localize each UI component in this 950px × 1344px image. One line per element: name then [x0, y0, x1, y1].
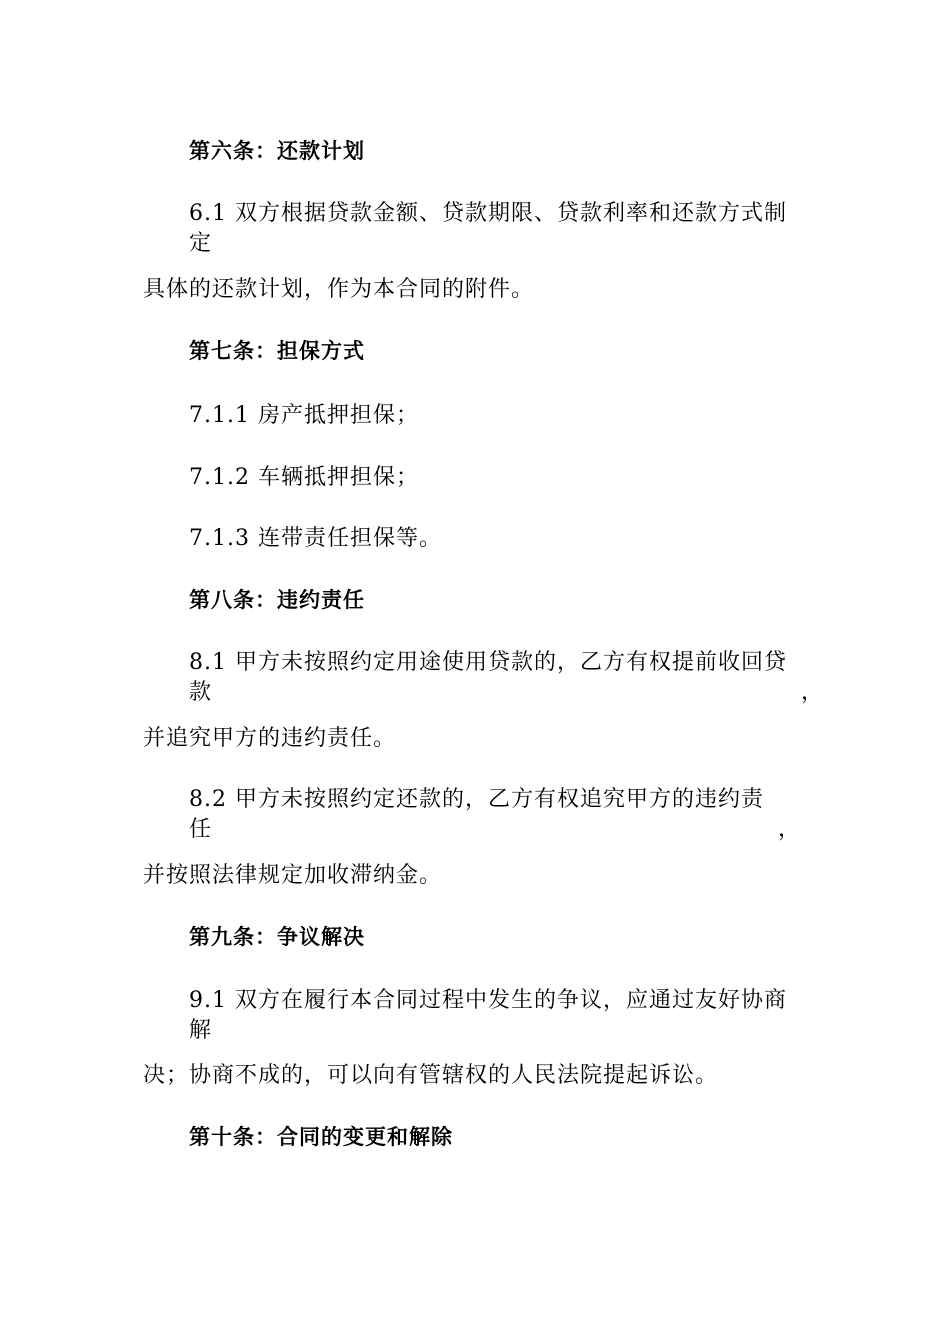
- list-item-7-1-3: 7.1.3 连带责任担保等。: [189, 526, 442, 551]
- paragraph-6-1-line2: 具体的还款计划，作为本合同的附件。: [143, 277, 535, 302]
- paragraph-6-1-line1: 6.1 双方根据贷款金额、贷款期限、贷款利率和还款方式制定: [189, 201, 787, 256]
- paragraph-8-1-line2: 并追究甲方的违约责任。: [143, 726, 397, 751]
- section-heading-7: 第七条：担保方式: [189, 339, 365, 363]
- paragraph-8-1-line1: 8.1 甲方未按照约定用途使用贷款的，乙方有权提前收回贷款，: [189, 650, 824, 705]
- list-item-7-1-2: 7.1.2 车辆抵押担保；: [189, 465, 419, 490]
- paragraph-9-1-line1: 9.1 双方在履行本合同过程中发生的争议，应通过友好协商解: [189, 988, 787, 1043]
- section-heading-9: 第九条：争议解决: [189, 925, 365, 949]
- paragraph-8-2-line2: 并按照法律规定加收滞纳金。: [143, 863, 443, 888]
- section-heading-6: 第六条：还款计划: [189, 139, 365, 163]
- paragraph-8-2-line1: 8.2 甲方未按照约定还款的，乙方有权追究甲方的违约责任，: [189, 787, 801, 842]
- section-heading-8: 第八条：违约责任: [189, 588, 365, 612]
- paragraph-9-1-line2: 决；协商不成的，可以向有管辖权的人民法院提起诉讼。: [143, 1063, 719, 1088]
- section-heading-10: 第十条：合同的变更和解除: [189, 1125, 453, 1149]
- list-item-7-1-1: 7.1.1 房产抵押担保；: [189, 403, 419, 428]
